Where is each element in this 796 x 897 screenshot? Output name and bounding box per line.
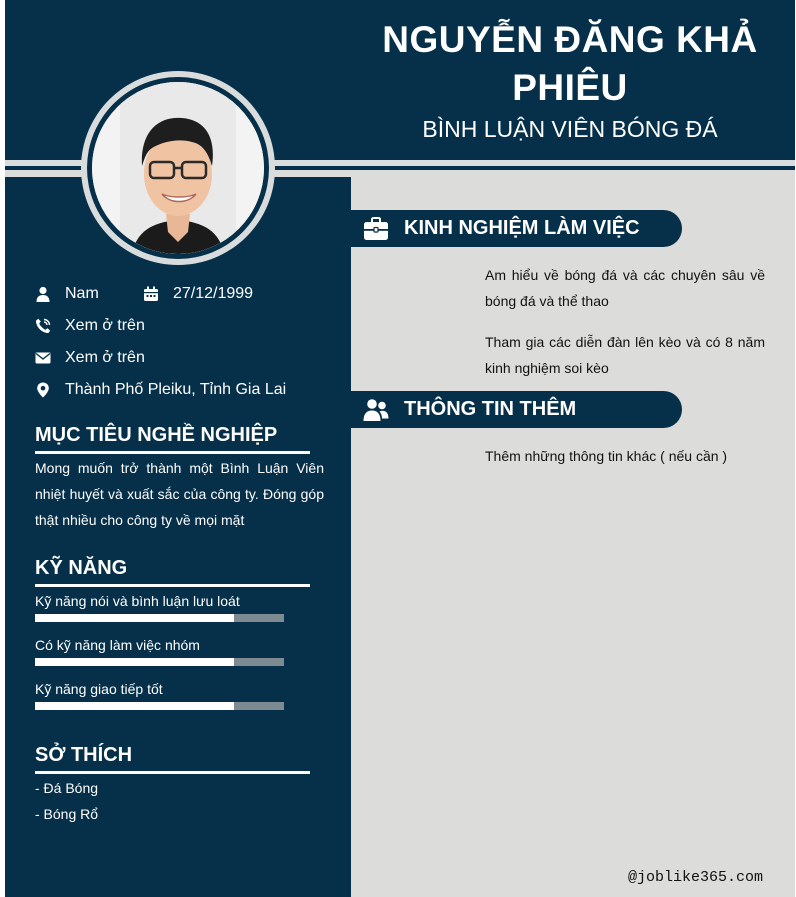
objective-divider: [35, 451, 310, 454]
job-title: BÌNH LUẬN VIÊN BÓNG ĐÁ: [422, 116, 718, 142]
contact-birthday: [143, 284, 293, 304]
experience-item: Am hiểu về bóng đá và các chuyên sâu về bóng đá và thể thao: [485, 267, 765, 309]
portrait-image: [92, 82, 264, 254]
experience-heading: KINH NGHIỆM LÀM VIỆC: [404, 217, 640, 239]
calendar-icon: [143, 286, 159, 302]
skill-bar: [35, 614, 284, 622]
user-icon: [35, 286, 51, 302]
contact-gender: [35, 284, 145, 304]
skill-label: Có kỹ năng làm việc nhóm: [35, 637, 200, 653]
briefcase-icon: [363, 217, 389, 241]
contact-address: [35, 380, 345, 400]
skill-label: Kỹ năng nói và bình luận lưu loát: [35, 593, 240, 609]
contact-phone: [35, 316, 335, 336]
skill-bar-fill: [35, 658, 234, 666]
objective-text: Mong muốn trở thành một Bình Luận Viên nhiệt huyết và xuất sắc của công ty. Đóng góp thật nhiều cho công ty về mọi mặt: [35, 460, 324, 528]
birthday-value: 27/12/1999: [173, 285, 254, 302]
experience-item: Tham gia các diễn đàn lên kèo và có 8 năm kinh nghiệm soi kèo: [485, 334, 765, 376]
skill-bar-fill: [35, 702, 234, 710]
users-icon: [363, 398, 389, 422]
map-pin-icon: [35, 382, 51, 398]
email-value: Xem ở trên: [65, 349, 145, 366]
phone-value: Xem ở trên: [65, 317, 145, 334]
skill-bar-fill: [35, 614, 234, 622]
experience-header: [351, 210, 682, 247]
hobbies-heading: SỞ THÍCH: [35, 744, 133, 766]
resume-page: [5, 0, 795, 897]
contact-email: [35, 348, 335, 368]
hobby-item: - Đá Bóng: [35, 780, 99, 796]
avatar: [81, 71, 275, 265]
phone-icon: [35, 318, 51, 334]
skill-label: Kỹ năng giao tiếp tốt: [35, 681, 163, 697]
hobby-item: - Bóng Rổ: [35, 806, 99, 822]
skills-heading: KỸ NĂNG: [35, 557, 128, 579]
hobbies-divider: [35, 771, 310, 774]
candidate-name: NGUYỄN ĐĂNG KHẢ PHIÊU: [382, 19, 758, 108]
skill-bar: [35, 658, 284, 666]
address-value: Thành Phố Pleiku, Tỉnh Gia Lai: [65, 381, 287, 398]
gender-value: Nam: [65, 285, 99, 302]
objective-heading: MỤC TIÊU NGHỀ NGHIỆP: [35, 424, 278, 446]
extra-info-text: Thêm những thông tin khác ( nếu cần ): [485, 448, 728, 464]
extra-info-header: [351, 391, 682, 428]
watermark: @joblike365.com: [627, 869, 763, 886]
extra-info-heading: THÔNG TIN THÊM: [404, 398, 577, 420]
skill-bar: [35, 702, 284, 710]
avatar-photo: [92, 82, 264, 254]
skills-divider: [35, 584, 310, 587]
envelope-icon: [35, 350, 51, 366]
